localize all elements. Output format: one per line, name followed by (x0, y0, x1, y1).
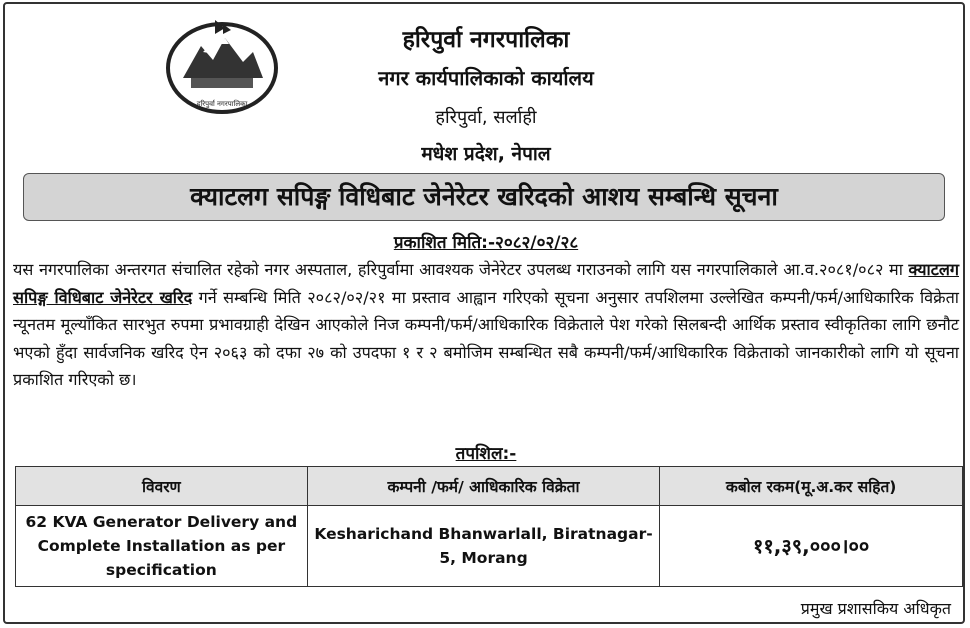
header-amount: कबोल रकम(मू.अ.कर सहित) (660, 467, 963, 506)
notice-body (13, 256, 959, 394)
body-text-part1: यस नगरपालिका अन्तरगत संचालित रहेको नगर अस्पताल, हरिपुर्वामा आवश्यक जेनेरेटर उपलब्ध गराउनको लागि यस नगरपालिकाले आ.व.२०८१/०८२ मा (13, 260, 909, 279)
details-heading: तपशिल:- (455, 444, 517, 464)
notice-title: क्याटलग सपिङ्ग विधिबाट जेनेरेटर खरिदको आशय सम्बन्धि सूचना (23, 173, 945, 221)
details-table (15, 466, 963, 587)
province-name: मधेश प्रदेश, नेपाल (421, 143, 551, 165)
svg-text:हरिपुर्वा नगरपालिका: हरिपुर्वा नगरपालिका (196, 100, 248, 108)
body-text-part2: गर्ने सम्बन्धि मिति २०८२/०२/२१ मा प्रस्ताव आह्वान गरिएको सूचना अनुसार तपशिलमा उल्लेखित कम्पनी/फर्म/आधिकारिक विक्रेता न्यूनतम मूल्याँकित सारभुत रुपमा प्रभावग्राही देखिन आएकोले निज कम्पनी/फर्म/आधिकारिक विक्रेताले पेश गरेको सिलबन्दी आर्थिक प्रस्ताव स्वीकृतिका लागि छनौट भएको हुँदा सार्वजनिक खरिद ऐन २०६३ को दफा २७ को उपदफा १ र २ बमोजिम सम्बन्धित सबै कम्पनी/फर्म/आधिकारिक विक्रेताको जानकारीको लागि यो सूचना प्रकाशित गरिएको छ। (13, 287, 959, 390)
row-description: 62 KVA Generator Delivery and Complete Installation as per specification (16, 506, 308, 587)
table-header-row (16, 467, 963, 506)
table-row (16, 506, 963, 587)
notice-page (3, 2, 965, 624)
signatory: प्रमुख प्रशासकिय अधिकृत (800, 599, 951, 618)
row-amount: ११,३९,०००।०० (660, 506, 963, 587)
office-name: नगर कार्यपालिकाको कार्यालय (378, 66, 594, 90)
header-vendor: कम्पनी /फर्म/ आधिकारिक विक्रेता (307, 467, 660, 506)
header-description: विवरण (16, 467, 308, 506)
published-date: प्रकाशित मिति:-२०८२/०२/२८ (393, 233, 579, 253)
body-text-underlined: क्याटलग सपिङ्ग विधिबाट जेनेरेटर खरिद (13, 260, 959, 307)
municipality-name: हरिपुर्वा नगरपालिका (402, 27, 570, 53)
office-address: हरिपुर्वा, सर्लाही (435, 107, 537, 128)
row-vendor: Kesharichand Bhanwarlall, Biratnagar-5, Morang (307, 506, 660, 587)
